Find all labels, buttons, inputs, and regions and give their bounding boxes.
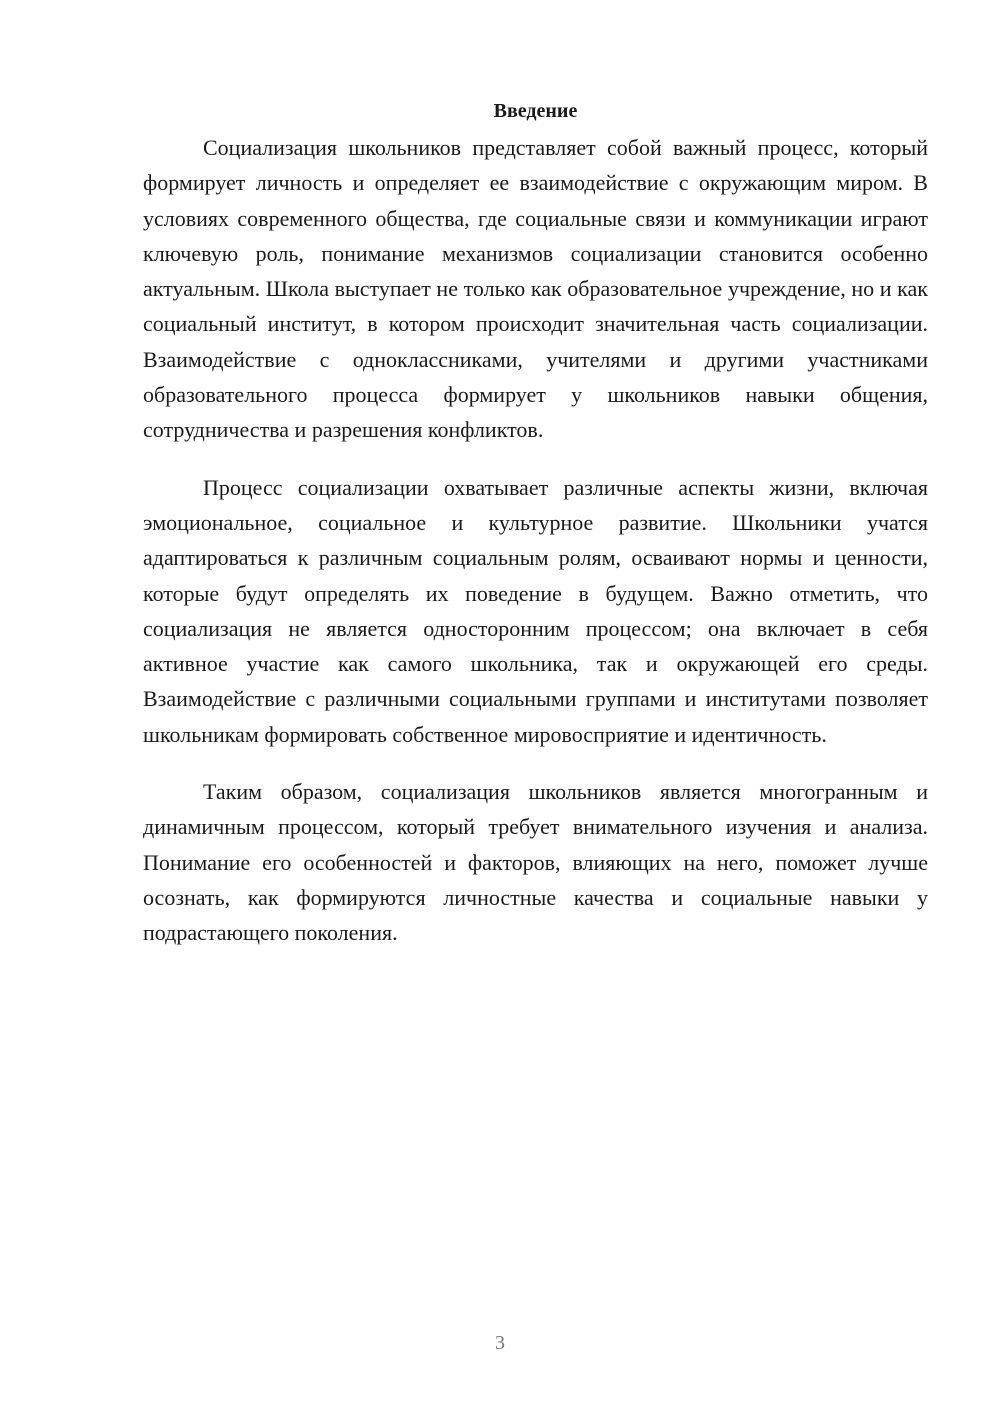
paragraph-1: Социализация школьников представляет собой важный процесс, который формирует личность и определяет ее взаимодействие с окружающим миром. В условиях современного общества, где социальные связи и коммуникации играют ключевую роль, понимание механизмов социализации становится особенно актуальным. Школа выступает не только как образовательное учреждение, но и как социальный институт, в котором происходит значительная часть социализации. Взаимодействие с одноклассниками, учителями и другими участниками образовательного процесса формирует у школьников навыки общения, сотрудничества и разрешения конфликтов. <box>143 135 928 443</box>
paragraph-3: Таким образом, социализация школьников является многогранным и динамичным процессом, который требует внимательного изучения и анализа. Понимание его особенностей и факторов, влияющих на него, поможет лучше осознать, как формируются личностные качества и социальные навыки у подрастающего поколения. <box>143 779 928 946</box>
page-number: 3 <box>495 1332 505 1354</box>
section-heading: Введение <box>493 100 578 122</box>
paragraph-2: Процесс социализации охватывает различные аспекты жизни, включая эмоциональное, социальное и культурное развитие. Школьники учатся адаптироваться к различным социальным ролям, осваивают нормы и ценности, которые будут определять их поведение в будущем. Важно отметить, что социализация не является односторонним процессом; она включает в себя активное участие как самого школьника, так и окружающей его среды. Взаимодействие с различными социальными группами и институтами позволяет школьникам формировать собственное мировосприятие и идентичность. <box>143 474 928 747</box>
page-content <box>143 96 928 973</box>
